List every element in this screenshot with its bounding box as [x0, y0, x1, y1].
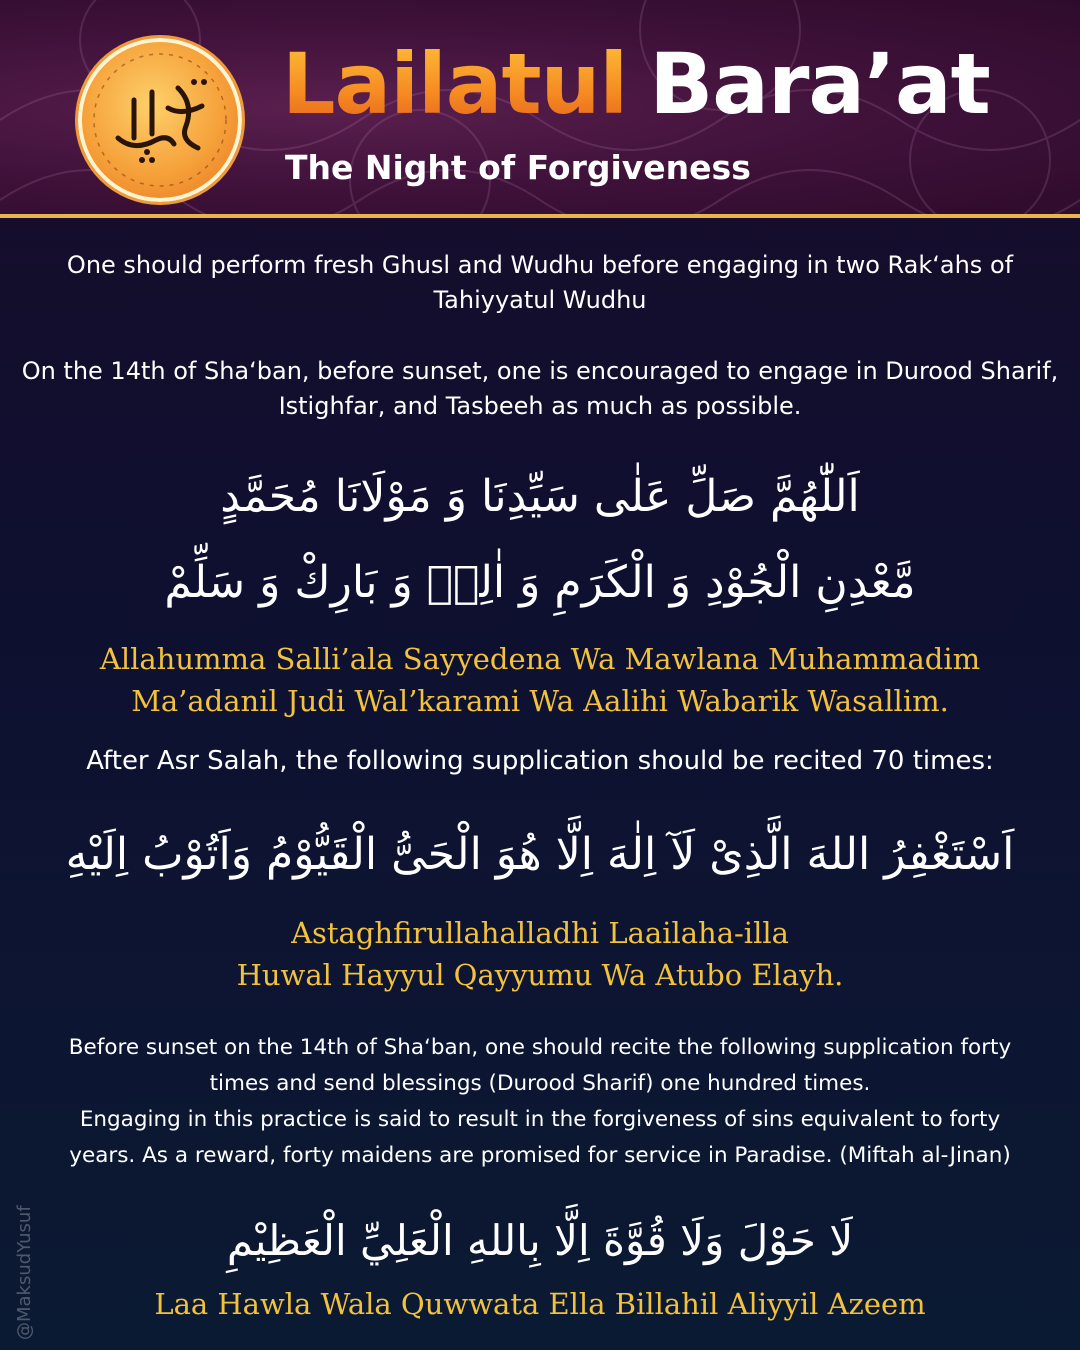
header-banner: [0, 0, 1080, 216]
page-subtitle: The Night of Forgiveness: [285, 148, 751, 187]
hawqala-arabic: لَا حَوْلَ وَلَا قُوَّةَ اِلَّا بِاللهِ الْعَلِيِّ الْعَظِيْمِ: [226, 1216, 854, 1265]
durood-translit-line-1: Allahumma Salli’ala Sayyedena Wa Mawlana Muhammadim: [99, 642, 981, 676]
durood-encouragement-paragraph: On the 14th of Sha‘ban, before sunset, one is encouraged to engage in Durood Sharif, Istighfar, and Tasbeeh as much as possible.: [21, 357, 1059, 420]
ghusl-wudhu-paragraph: One should perform fresh Ghusl and Wudhu before engaging in two Rak‘ahs of Tahiyyatul Wudhu: [66, 251, 1014, 314]
asr-instruction: After Asr Salah, the following supplication should be recited 70 times:: [86, 746, 994, 776]
durood-arabic-line-2: مَّعْدِنِ الْجُوْدِ وَ الْكَرَمِ وَ اٰلِهٖ وَ بَارِكْ وَ سَلِّمْ: [164, 557, 916, 608]
shab-e-barat-logo: [78, 38, 242, 202]
sunset-note-line-3: Engaging in this practice is said to result in the forgiveness of sins equivalent to forty: [79, 1107, 1001, 1132]
title-lailatul: Lailatul: [282, 35, 628, 133]
istighfar-arabic: اَسْتَغْفِرُ اللهَ الَّذِىْ لَآ اِلٰهَ اِلَّا هُوَ الْحَىُّ الْقَيُّوْمُ وَاَتُوْبُ اِلَيْهِ: [65, 829, 1015, 880]
istighfar-transliteration: [40, 912, 1040, 996]
istighfar-translit-line-2: Huwal Hayyul Qayyumu Wa Atubo Elayh.: [236, 958, 844, 992]
title-baraat: Bara’at: [649, 35, 990, 133]
hawqala-transliteration: Laa Hawla Wala Quwwata Ella Billahil Aliyyil Azeem: [154, 1287, 926, 1321]
durood-arabic-line-1: اَللّٰهُمَّ صَلِّ عَلٰى سَيِّدِنَا وَ مَوْلَانَا مُحَمَّدٍ: [220, 471, 860, 522]
istighfar-translit-line-1: Astaghfirullahalladhi Laailaha-illa: [291, 916, 789, 950]
header-divider: [0, 214, 1080, 218]
sunset-note-line-4: years. As a reward, forty maidens are promised for service in Paradise. (Miftah al-Jinan): [69, 1143, 1011, 1168]
durood-translit-line-2: Ma’adanil Judi Wal’karami Wa Aalihi Wabarik Wasallim.: [131, 684, 949, 718]
author-watermark: @MaksudYusuf: [14, 1205, 35, 1340]
sunset-note-paragraph: [20, 1030, 1060, 1174]
durood-transliteration: [40, 638, 1040, 722]
sunset-note-line-1: Before sunset on the 14th of Sha‘ban, one should recite the following supplication forty: [68, 1035, 1012, 1060]
sunset-note-line-2: times and send blessings (Durood Sharif) one hundred times.: [209, 1071, 871, 1096]
page-title: [282, 34, 1062, 134]
calligraphy-emblem-icon: [82, 42, 238, 198]
